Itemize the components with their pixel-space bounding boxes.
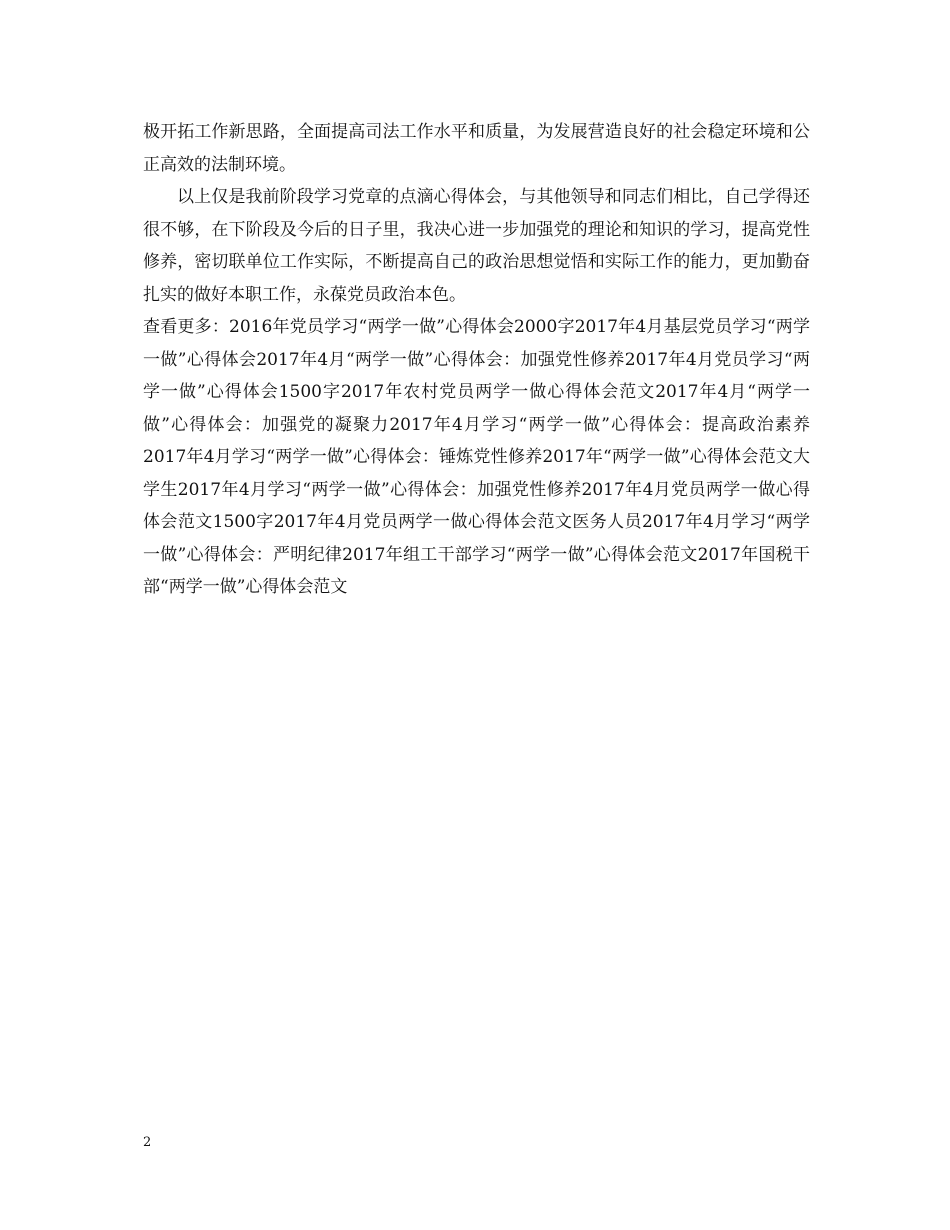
page-number: 2 — [143, 1135, 152, 1150]
related-links-paragraph: 查看更多：2016年党员学习“两学一做”心得体会2000字2017年4月基层党员学习“两学一做”心得体会2017年4月“两学一做”心得体会：加强党性修养2017年4月党员学习“两学一做”心得体会1500字2017年农村党员两学一做心得体会范文2017年4月“两学一做”心得体会：加强党的凝聚力2017年4月学习“两学一做”心得体会：提高政治素养2017年4月学习“两学一做”心得体会：锤炼党性修养2017年“两学一做”心得体会范文大学生2017年4月学习“两学一做”心得体会：加强党性修养2017年4月党员两学一做心得体会范文1500字2017年4月党员两学一做心得体会范文医务人员2017年4月学习“两学一做”心得体会：严明纪律2017年组工干部学习“两学一做”心得体会范文2017年国税干部“两学一做”心得体会范文 — [143, 317, 810, 597]
document-body — [143, 116, 810, 604]
body-paragraph: 以上仅是我前阶段学习党章的点滴心得体会，与其他领导和同志们相比，自己学得还很不够，在下阶段及今后的日子里，我决心进一步加强党的理论和知识的学习，提高党性修养，密切联单位工作实际，不断提高自己的政治思想觉悟和实际工作的能力，更加勤奋扎实的做好本职工作，永葆党员政治本色。 — [143, 187, 810, 305]
body-paragraph: 极开拓工作新思路，全面提高司法工作水平和质量，为发展营造良好的社会稳定环境和公正高效的法制环境。 — [143, 122, 810, 175]
